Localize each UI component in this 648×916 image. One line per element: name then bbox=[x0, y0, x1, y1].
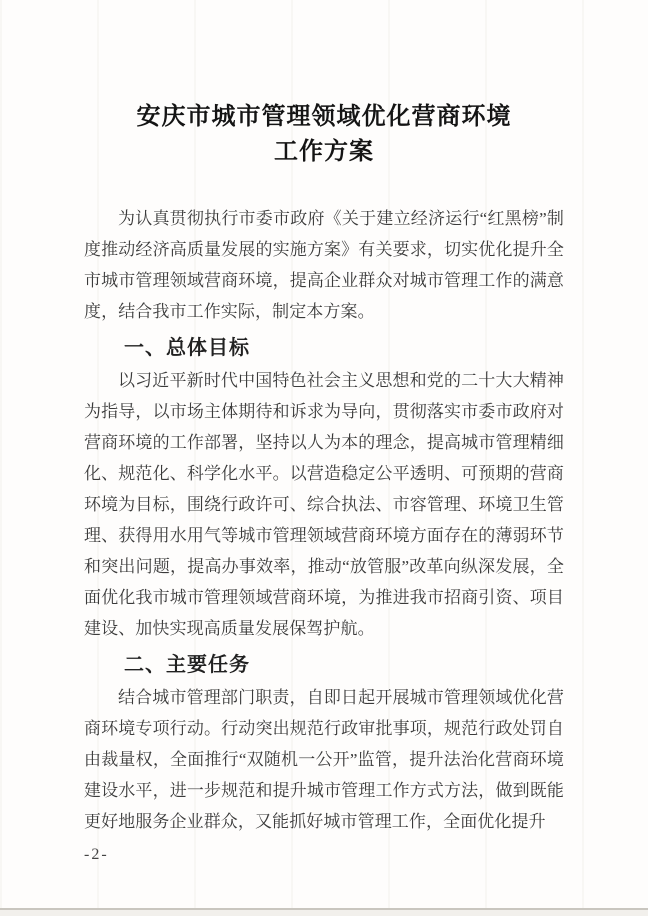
heading-section-2-main-tasks: 二、主要任务 bbox=[124, 652, 250, 676]
paragraph-overall-goals: 以习近平新时代中国特色社会主义思想和党的二十大大精神为指导，以市场主体期待和诉求为导向，贯彻落实市委市政府对营商环境的工作部署，坚持以人为本的理念，提高城市管理精细化、规范化、科学化水平。以营造稳定公平透明、可预期的营商环境为目标，围绕行政许可、综合执法、市容管理、环境卫生管理、获得用水用气等城市管理领域营商环境方面存在的薄弱环节和突出问题，提高办事效率，推动“放管服”改革向纵深发展，全面优化我市城市管理领域营商环境，为推进我市招商引资、项目建设、加快实现高质量发展保驾护航。 bbox=[84, 371, 564, 638]
document-title-line2: 工作方案 bbox=[274, 139, 374, 165]
scan-bottom-edge bbox=[0, 908, 648, 916]
paragraph-preamble: 为认真贯彻执行市委市政府《关于建立经济运行“红黑榜”制度推动经济高质量发展的实施方案》有关要求，切实优化提升全市城市管理领域营商环境，提高企业群众对城市管理工作的满意度，结合我市工作实际，制定本方案。 bbox=[84, 209, 564, 321]
page-number: -2- bbox=[84, 846, 109, 863]
heading-section-1-overall-goals: 一、总体目标 bbox=[124, 335, 250, 359]
document-title bbox=[84, 100, 564, 170]
document-body bbox=[84, 203, 564, 837]
document-title-line1: 安庆市城市管理领域优化营商环境 bbox=[136, 104, 512, 130]
paragraph-main-tasks: 结合城市管理部门职责，自即日起开展城市管理领域优化营商环境专项行动。行动突出规范行政审批事项，规范行政处罚自由裁量权，全面推行“双随机一公开”监管，提升法治化营商环境建设水平，进一步规范和提升城市管理工作方式方法，做到既能更好地服务企业群众，又能抓好城市管理工作，全面优化提升 bbox=[84, 688, 564, 831]
